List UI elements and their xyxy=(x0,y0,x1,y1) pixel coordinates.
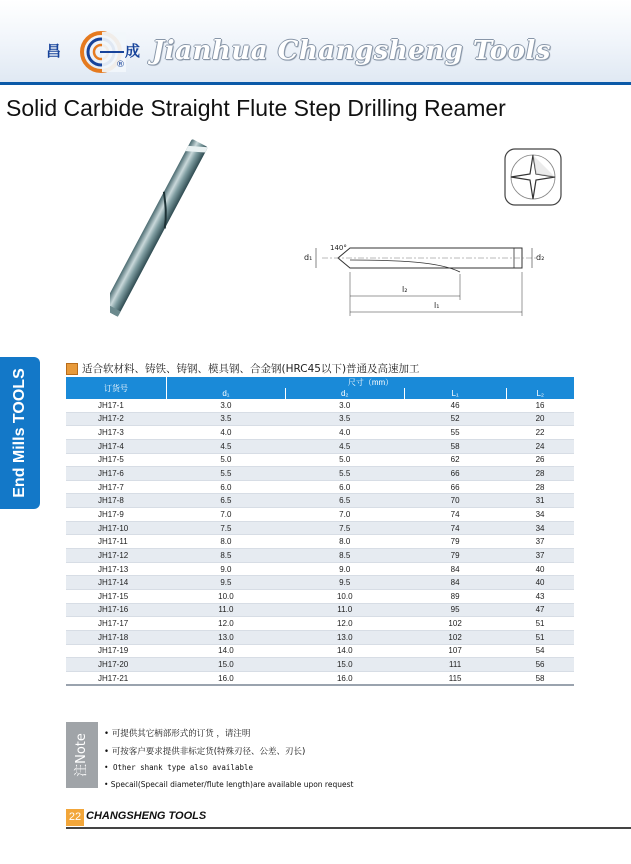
size-cell: 37 xyxy=(506,535,574,549)
size-cell: 46 xyxy=(404,399,506,412)
order-code-cell: JH17-21 xyxy=(66,671,167,685)
note-line: • 可按客户要求提供非标定货(特殊刃径、公差、刃长) xyxy=(104,747,306,757)
size-cell: 102 xyxy=(404,630,506,644)
size-cell: 8.0 xyxy=(285,535,404,549)
size-cell: 66 xyxy=(404,467,506,481)
size-cell: 4.5 xyxy=(285,439,404,453)
d1-label: d₁ xyxy=(304,253,313,262)
size-cell: 8.0 xyxy=(167,535,286,549)
size-cell: 40 xyxy=(506,562,574,576)
size-cell: 79 xyxy=(404,549,506,563)
size-cell: 11.0 xyxy=(285,603,404,617)
size-cell: 11.0 xyxy=(167,603,286,617)
table-row xyxy=(66,426,574,440)
size-cell: 26 xyxy=(506,453,574,467)
table-body xyxy=(66,399,574,685)
footer-divider xyxy=(66,827,631,829)
note-line: • Other shank type also available xyxy=(104,763,254,772)
table-row xyxy=(66,494,574,508)
size-cell: 66 xyxy=(404,480,506,494)
size-cell: 15.0 xyxy=(285,658,404,672)
table-row xyxy=(66,521,574,535)
size-cell: 47 xyxy=(506,603,574,617)
column-header: L₂ xyxy=(506,388,574,399)
page-number: 22 xyxy=(66,809,84,826)
size-cell: 56 xyxy=(506,658,574,672)
size-cell: 6.0 xyxy=(167,480,286,494)
size-cell: 31 xyxy=(506,494,574,508)
table-row xyxy=(66,658,574,672)
order-code-cell: JH17-13 xyxy=(66,562,167,576)
d2-label: d₂ xyxy=(536,253,545,262)
size-cell: 62 xyxy=(404,453,506,467)
order-code-cell: JH17-10 xyxy=(66,521,167,535)
size-cell: 16.0 xyxy=(285,671,404,685)
size-cell: 8.5 xyxy=(167,549,286,563)
size-cell: 95 xyxy=(404,603,506,617)
table-row xyxy=(66,439,574,453)
table-row xyxy=(66,644,574,658)
size-cell: 28 xyxy=(506,480,574,494)
size-cell: 15.0 xyxy=(167,658,286,672)
size-cell: 3.5 xyxy=(285,412,404,426)
size-cell: 7.5 xyxy=(167,521,286,535)
table-row xyxy=(66,480,574,494)
size-cell: 115 xyxy=(404,671,506,685)
size-cell: 5.0 xyxy=(285,453,404,467)
order-code-cell: JH17-20 xyxy=(66,658,167,672)
size-cell: 34 xyxy=(506,508,574,522)
size-cell: 102 xyxy=(404,617,506,631)
page-title: Solid Carbide Straight Flute Step Drilling Reamer xyxy=(6,95,506,121)
application-note: 适合软材料、铸铁、铸钢、模具钢、合金钢(HRC45以下)普通及高速加工 xyxy=(82,363,420,375)
application-note-icon xyxy=(66,363,78,375)
order-code-cell: JH17-5 xyxy=(66,453,167,467)
order-code-cell: JH17-3 xyxy=(66,426,167,440)
size-cell: 55 xyxy=(404,426,506,440)
size-cell: 9.0 xyxy=(285,562,404,576)
size-cell: 9.5 xyxy=(285,576,404,590)
size-cell: 3.5 xyxy=(167,412,286,426)
order-code-cell: JH17-16 xyxy=(66,603,167,617)
size-cell: 10.0 xyxy=(285,589,404,603)
order-code-cell: JH17-18 xyxy=(66,630,167,644)
size-cell: 54 xyxy=(506,644,574,658)
size-cell: 9.5 xyxy=(167,576,286,590)
table-row xyxy=(66,589,574,603)
table-row xyxy=(66,535,574,549)
order-code-cell: JH17-19 xyxy=(66,644,167,658)
size-cell: 84 xyxy=(404,562,506,576)
size-cell: 7.0 xyxy=(285,508,404,522)
order-code-cell: JH17-12 xyxy=(66,549,167,563)
size-cell: 5.0 xyxy=(167,453,286,467)
order-code-cell: JH17-14 xyxy=(66,576,167,590)
size-cell: 51 xyxy=(506,630,574,644)
category-tab-label: End Mills TOOLS xyxy=(11,368,28,498)
size-cell: 34 xyxy=(506,521,574,535)
l1-label: l₁ xyxy=(434,301,440,310)
size-cell: 58 xyxy=(404,439,506,453)
size-cell: 24 xyxy=(506,439,574,453)
size-cell: 4.0 xyxy=(167,426,286,440)
size-cell: 22 xyxy=(506,426,574,440)
size-cell: 16.0 xyxy=(167,671,286,685)
side-view-drawing xyxy=(300,228,550,328)
table-row xyxy=(66,467,574,481)
tool-photo xyxy=(110,135,270,335)
order-code-cell: JH17-6 xyxy=(66,467,167,481)
end-view-drawing xyxy=(503,147,563,207)
order-code-cell: JH17-17 xyxy=(66,617,167,631)
logo-text-left: 昌 xyxy=(46,42,62,60)
order-code-cell: JH17-11 xyxy=(66,535,167,549)
size-cell: 111 xyxy=(404,658,506,672)
size-cell: 6.5 xyxy=(285,494,404,508)
table-row xyxy=(66,576,574,590)
size-cell: 12.0 xyxy=(285,617,404,631)
brand-name: Jianhua Changsheng Tools xyxy=(152,36,551,66)
table-row xyxy=(66,508,574,522)
size-header: 尺寸（mm） xyxy=(167,377,575,388)
order-code-cell: JH17-8 xyxy=(66,494,167,508)
size-cell: 4.0 xyxy=(285,426,404,440)
size-cell: 107 xyxy=(404,644,506,658)
size-cell: 10.0 xyxy=(167,589,286,603)
order-code-cell: JH17-4 xyxy=(66,439,167,453)
table-row xyxy=(66,549,574,563)
size-cell: 58 xyxy=(506,671,574,685)
l2-label: l₂ xyxy=(402,285,408,294)
order-code-cell: JH17-15 xyxy=(66,589,167,603)
table-row xyxy=(66,453,574,467)
size-cell: 9.0 xyxy=(167,562,286,576)
spec-table xyxy=(66,377,574,686)
size-cell: 28 xyxy=(506,467,574,481)
size-cell: 14.0 xyxy=(167,644,286,658)
size-cell: 4.5 xyxy=(167,439,286,453)
size-cell: 79 xyxy=(404,535,506,549)
logo-text-right: 成 xyxy=(125,42,141,60)
table-header-row xyxy=(66,377,574,388)
column-header: L₁ xyxy=(404,388,506,399)
size-cell: 5.5 xyxy=(285,467,404,481)
registered-mark: ® xyxy=(116,60,125,70)
order-code-cell: JH17-9 xyxy=(66,508,167,522)
size-cell: 70 xyxy=(404,494,506,508)
note-line: • Specail(Specail diameter/flute length)are available upon request xyxy=(104,780,354,789)
size-cell: 3.0 xyxy=(167,399,286,412)
size-cell: 43 xyxy=(506,589,574,603)
order-code-cell: JH17-1 xyxy=(66,399,167,412)
table-row xyxy=(66,617,574,631)
size-cell: 14.0 xyxy=(285,644,404,658)
size-cell: 40 xyxy=(506,576,574,590)
size-cell: 8.5 xyxy=(285,549,404,563)
table-row xyxy=(66,671,574,685)
size-cell: 5.5 xyxy=(167,467,286,481)
size-cell: 37 xyxy=(506,549,574,563)
size-cell: 51 xyxy=(506,617,574,631)
column-header: d₂ xyxy=(285,388,404,399)
order-number-header: 订货号 xyxy=(66,377,167,399)
size-cell: 16 xyxy=(506,399,574,412)
table-row xyxy=(66,562,574,576)
order-code-cell: JH17-7 xyxy=(66,480,167,494)
note-line: • 可提供其它柄部形式的订货 ，请注明 xyxy=(104,729,251,739)
header-divider xyxy=(0,82,631,85)
footer-brand: CHANGSHENG TOOLS xyxy=(86,810,207,822)
table-row xyxy=(66,630,574,644)
note-label: 注Note xyxy=(74,733,89,777)
table-row xyxy=(66,603,574,617)
table-row xyxy=(66,412,574,426)
order-code-cell: JH17-2 xyxy=(66,412,167,426)
size-cell: 84 xyxy=(404,576,506,590)
size-cell: 74 xyxy=(404,521,506,535)
size-cell: 13.0 xyxy=(167,630,286,644)
size-cell: 13.0 xyxy=(285,630,404,644)
size-cell: 6.5 xyxy=(167,494,286,508)
angle-label: 140° xyxy=(330,244,347,252)
size-cell: 6.0 xyxy=(285,480,404,494)
size-cell: 12.0 xyxy=(167,617,286,631)
size-cell: 3.0 xyxy=(285,399,404,412)
size-cell: 74 xyxy=(404,508,506,522)
size-cell: 52 xyxy=(404,412,506,426)
size-cell: 20 xyxy=(506,412,574,426)
table-row xyxy=(66,399,574,412)
size-cell: 7.0 xyxy=(167,508,286,522)
size-cell: 7.5 xyxy=(285,521,404,535)
column-header: d₁ xyxy=(167,388,286,399)
size-cell: 89 xyxy=(404,589,506,603)
